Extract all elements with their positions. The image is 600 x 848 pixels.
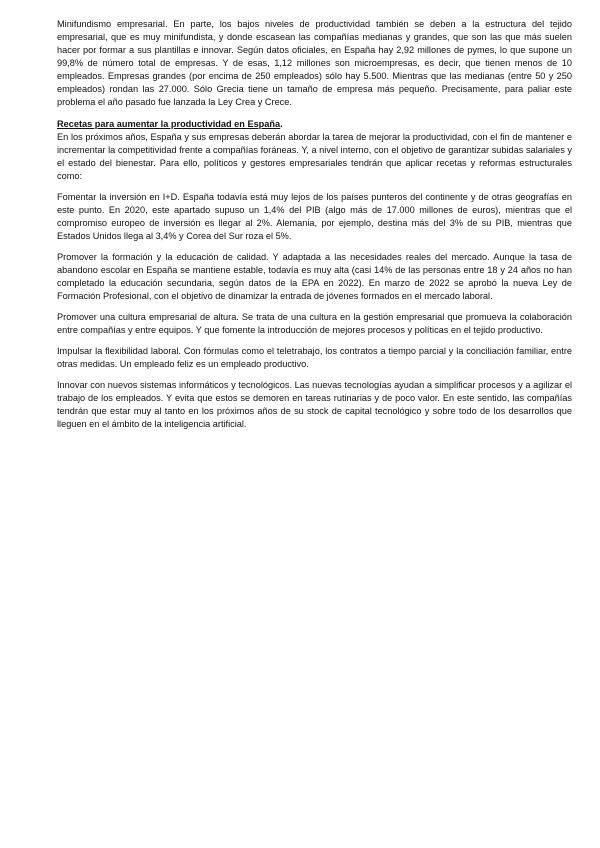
- paragraph-flexibilidad: Impulsar la flexibilidad laboral. Con fórmulas como el teletrabajo, los contratos a tiempo parcial y la conciliación familiar, entre otras medidas. Un empleado feliz es un empleado productivo.: [57, 346, 572, 369]
- section-heading-period: .: [280, 119, 283, 129]
- paragraph-innovar: Innovar con nuevos sistemas informáticos y tecnológicos. Las nuevas tecnologías ayudan a simplificar procesos y a agilizar el trabajo de los empleados. Y evita que estos se demoren en tareas rutinarias y de poco valor. En este sentido, las compañías tendrán que estar muy al tanto en los próximos años de su stock de capital tecnológico y sobre todo de los desarrollos que lleguen en el ámbito de la inteligencia artificial.: [57, 380, 572, 429]
- section-heading-text: Recetas para aumentar la productividad en España: [57, 119, 281, 129]
- paragraph-cultura: Promover una cultura empresarial de altura. Se trata de una cultura en la gestión empresarial que promueva la colaboración entre compañías y entre equipos. Y que fomente la introducción de mejores procesos y políticas en el tejido productivo.: [57, 312, 572, 335]
- paragraph-minifundismo: Minifundismo empresarial. En parte, los bajos niveles de productividad también se deben a la estructura del tejido empresarial, que es muy minifundista, y donde escasean las compañías medianas y grandes, que son las que más suelen hacer por formar a sus plantillas e innovar. Según datos oficiales, en España hay 2,92 millones de pymes, lo que supone un 99,8% de número total de empresas. Y de esas, 1,12 millones son microempresas, es decir, que tienen menos de 10 empleados. Empresas grandes (por encima de 250 empleados) sólo hay 5.500. Mientras que las medianas (entre 50 y 250 empleados) rondan las 27.000. Sólo Grecia tiene un tamaño de empresa más pequeño. Precisamente, para paliar este problema el año pasado fue lanzada la Ley Crea y Crece.: [57, 19, 572, 107]
- document-body: [57, 18, 572, 431]
- section-heading: [57, 118, 572, 131]
- paragraph-intro: En los próximos años, España y sus empresas deberán abordar la tarea de mejorar la productividad, con el fin de mantener e incrementar la competitividad frente a compañías foráneas. Y, a nivel interno, con el objetivo de garantizar subidas salariales y el estado del bienestar. Para ello, políticos y gestores empresariales tendrán que aplicar recetas y reformas estructurales como:: [57, 132, 572, 181]
- paragraph-formacion: Promover la formación y la educación de calidad. Y adaptada a las necesidades reales del mercado. Aunque la tasa de abandono escolar en España se mantiene estable, todavía es muy alta (casi 14% de las personas entre 18 y 24 años no han completado la educación secundaria, según datos de la EPA en 2022). En marzo de 2022 se aprobó la nueva Ley de Formación Profesional, con el objetivo de dinamizar la entrada de jóvenes formados en el mercado laboral.: [57, 252, 572, 301]
- paragraph-inversion: Fomentar la inversión en I+D. España todavía está muy lejos de los países punteros del continente y de otras geografías en este punto. En 2020, este apartado supuso un 1,4% del PIB (algo más de 17.000 millones de euros), mientras que el compromiso europeo de inversión es llegar al 2%. Alemania, por ejemplo, destina más del 3% de su PIB, mientras que Estados Unidos llega al 3,4% y Corea del Sur roza el 5%.: [57, 192, 572, 241]
